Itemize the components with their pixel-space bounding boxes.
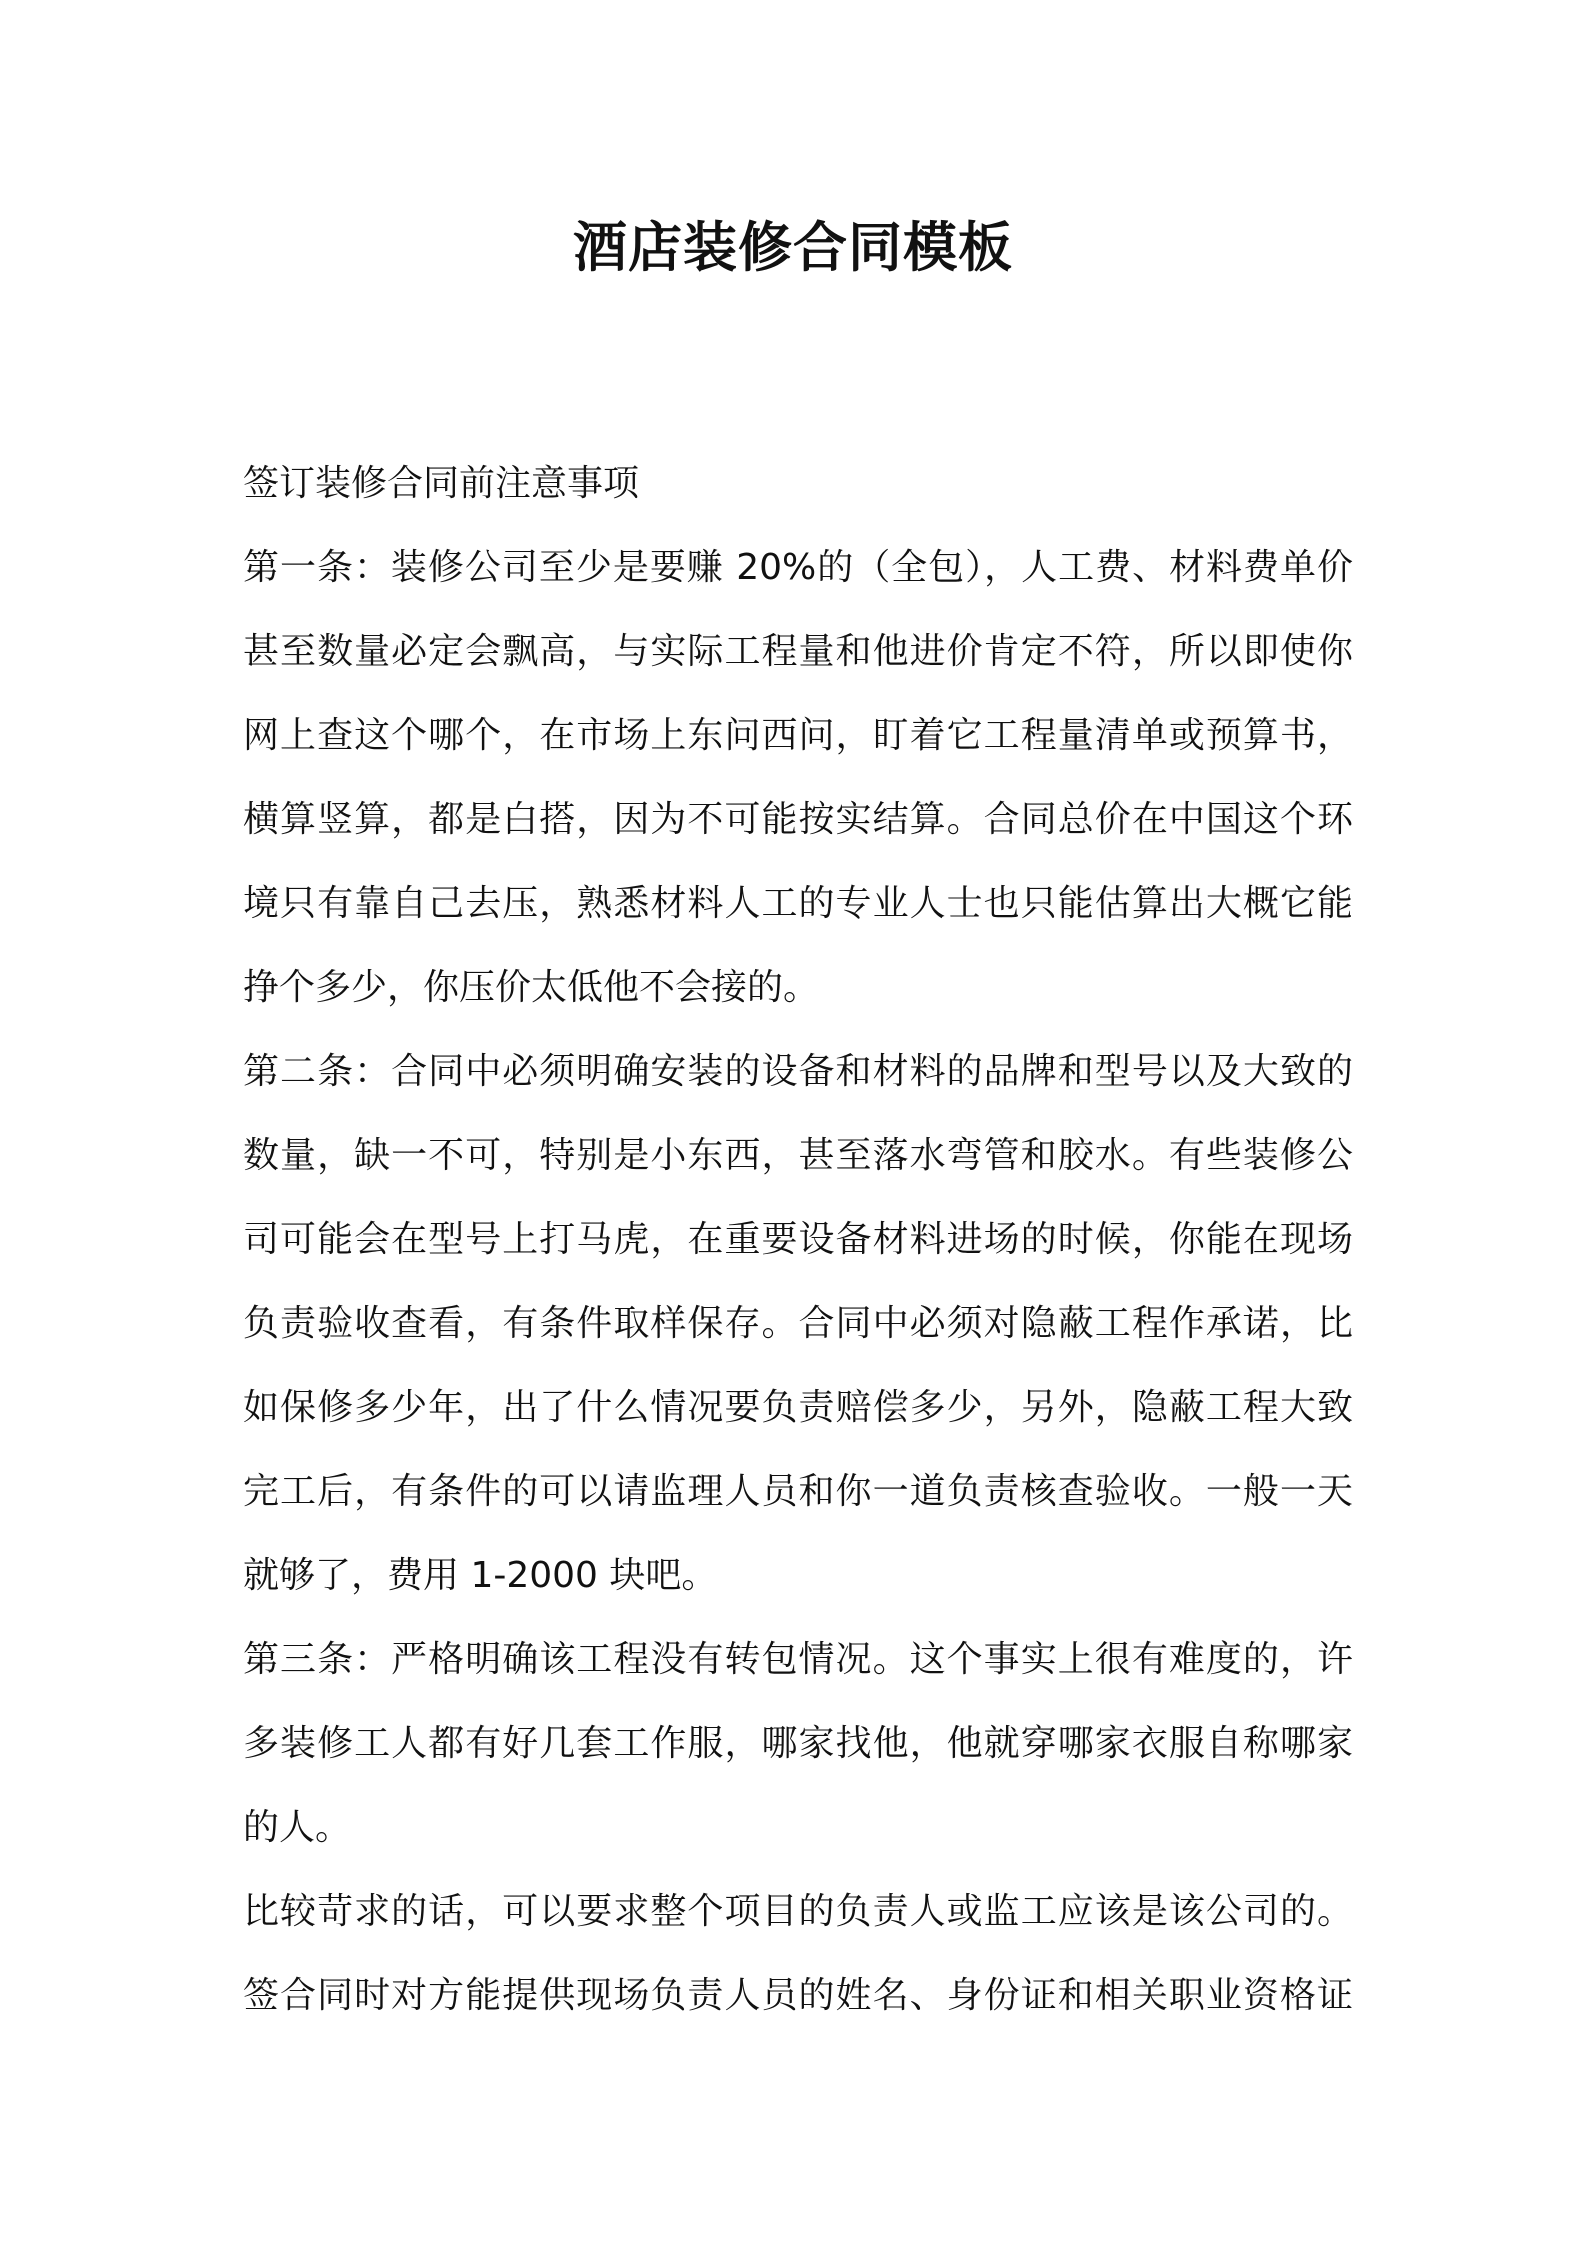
text-line: 完工后，有条件的可以请监理人员和你一道负责核查验收。一般一天 [243, 1471, 1353, 1512]
document-title: 酒店装修合同模板 [573, 216, 1013, 279]
text-line: 的人。 [243, 1807, 352, 1848]
text-line: 第一条：装修公司至少是要赚 20%的（全包），人工费、材料费单价 [243, 547, 1353, 588]
text-line: 负责验收查看，有条件取样保存。合同中必须对隐蔽工程作承诺，比 [243, 1303, 1353, 1344]
text-line: 如保修多少年，出了什么情况要负责赔偿多少，另外，隐蔽工程大致 [243, 1387, 1353, 1428]
text-line: 签合同时对方能提供现场负责人员的姓名、身份证和相关职业资格证 [243, 1975, 1353, 2016]
text-line: 甚至数量必定会飘高，与实际工程量和他进价肯定不符，所以即使你 [243, 631, 1353, 672]
text-line: 网上查这个哪个，在市场上东问西问，盯着它工程量清单或预算书， [243, 715, 1353, 756]
text-line: 横算竖算，都是白搭，因为不可能按实结算。合同总价在中国这个环 [243, 799, 1353, 840]
text-line: 境只有靠自己去压，熟悉材料人工的专业人士也只能估算出大概它能 [243, 883, 1353, 924]
section-heading: 签订装修合同前注意事项 [243, 463, 640, 504]
text-line: 司可能会在型号上打马虎，在重要设备材料进场的时候，你能在现场 [243, 1219, 1353, 1260]
text-line: 挣个多少，你压价太低他不会接的。 [243, 967, 820, 1008]
text-line: 多装修工人都有好几套工作服，哪家找他，他就穿哪家衣服自称哪家 [243, 1723, 1353, 1764]
text-line: 比较苛求的话，可以要求整个项目的负责人或监工应该是该公司的。 [243, 1891, 1353, 1932]
text-line: 第二条：合同中必须明确安装的设备和材料的品牌和型号以及大致的 [243, 1051, 1353, 1092]
text-line: 第三条：严格明确该工程没有转包情况。这个事实上很有难度的，许 [243, 1639, 1353, 1680]
text-line: 就够了，费用 1-2000 块吧。 [243, 1555, 718, 1596]
document-body [243, 442, 1353, 2038]
text-line: 数量，缺一不可，特别是小东西，甚至落水弯管和胶水。有些装修公 [243, 1135, 1353, 1176]
